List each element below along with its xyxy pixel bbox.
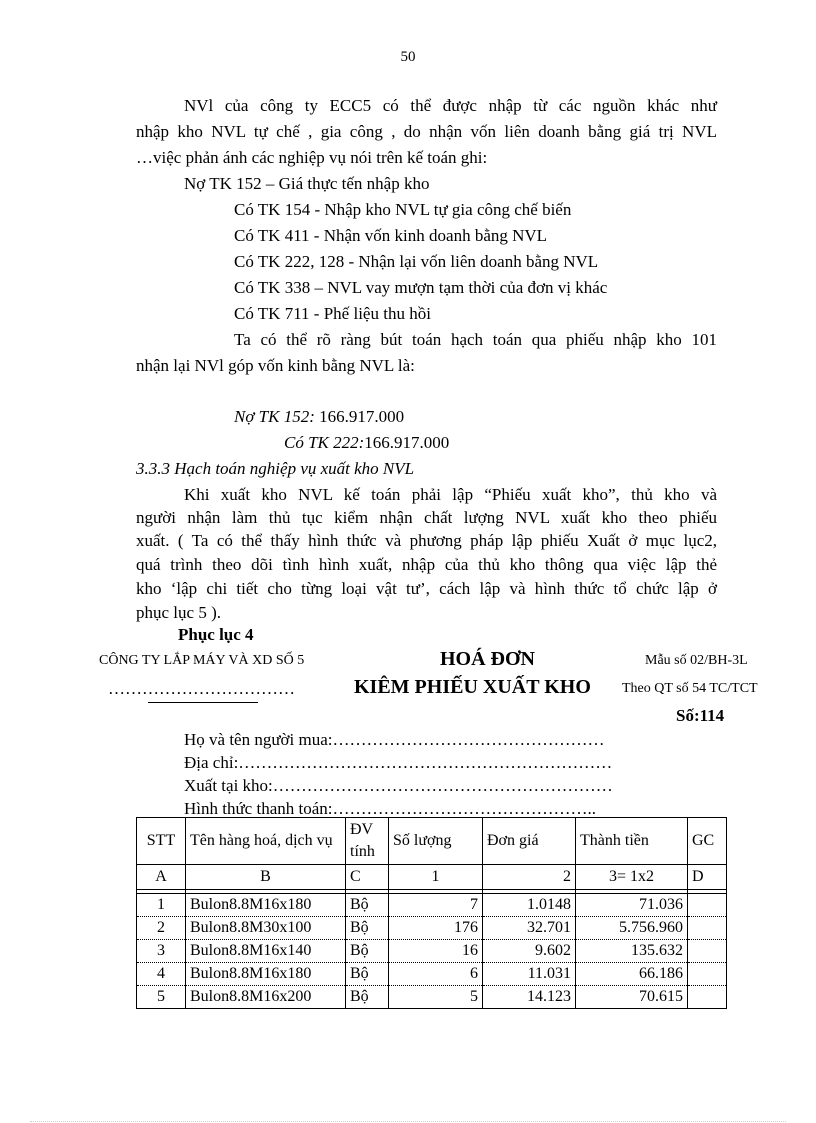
cell-unit-price: 14.123 xyxy=(483,986,576,1009)
cell-amount: 70.615 xyxy=(576,986,688,1009)
company-name: CÔNG TY LẮP MÁY VÀ XD SỐ 5 xyxy=(99,653,305,668)
invoice-number xyxy=(676,703,724,729)
letter-cell: B xyxy=(186,865,346,890)
cell-stt: 4 xyxy=(137,963,186,986)
invoice-number-label: Số: xyxy=(676,706,700,725)
cell-unit: Bộ xyxy=(346,940,389,963)
cell-quantity: 6 xyxy=(389,963,483,986)
table-row xyxy=(137,917,727,940)
entry-debit-amount: 166.917.000 xyxy=(319,407,405,426)
cell-unit: Bộ xyxy=(346,986,389,1009)
entry-credit xyxy=(284,430,449,456)
cell-stt: 2 xyxy=(137,917,186,940)
signature-rule xyxy=(148,702,258,703)
cell-item: Bulon8.8M16x180 xyxy=(186,963,346,986)
cell-quantity: 5 xyxy=(389,986,483,1009)
header-name: Tên hàng hoá, dịch vụ xyxy=(186,818,346,865)
company-dots: …………………………… xyxy=(108,679,295,698)
cell-note xyxy=(688,963,727,986)
credit-line: Có TK 154 - Nhập kho NVL tự gia công chế biến xyxy=(234,200,572,219)
header-quantity: Số lượng xyxy=(389,818,483,865)
cell-item: Bulon8.8M30x100 xyxy=(186,917,346,940)
payment-field: Hình thức thanh toán:……………………………………….. xyxy=(184,799,596,818)
cell-note xyxy=(688,940,727,963)
section-line: xuất. ( Ta có thể thấy hình thức và phương pháp lập phiếu Xuất ở mục lục2, xyxy=(136,531,717,550)
table-row xyxy=(137,894,727,917)
entry-credit-amount: 166.917.000 xyxy=(364,433,450,452)
cell-unit: Bộ xyxy=(346,894,389,917)
cell-unit-price: 32.701 xyxy=(483,917,576,940)
cell-unit-price: 1.0148 xyxy=(483,894,576,917)
cell-amount: 5.756.960 xyxy=(576,917,688,940)
credit-line: Có TK 711 - Phế liệu thu hồi xyxy=(234,304,431,323)
invoice-number-value: 114 xyxy=(699,706,725,725)
cell-note xyxy=(688,986,727,1009)
cell-unit: Bộ xyxy=(346,963,389,986)
table-header-row xyxy=(137,818,727,865)
cell-stt: 5 xyxy=(137,986,186,1009)
header-amount: Thành tiền xyxy=(576,818,688,865)
table-row xyxy=(137,986,727,1009)
entry-debit-label: Nợ TK 152: xyxy=(234,407,315,426)
cell-unit: Bộ xyxy=(346,917,389,940)
credit-line: Có TK 338 – NVL vay mượn tạm thời của đơn vị khác xyxy=(234,278,608,297)
entry-debit xyxy=(234,404,404,430)
paragraph-line: NVl của công ty ECC5 có thể được nhập từ các nguồn khác như xyxy=(184,96,717,115)
debit-line: Nợ TK 152 – Giá thực tến nhập kho xyxy=(184,174,430,193)
table-row xyxy=(137,963,727,986)
cell-amount: 71.036 xyxy=(576,894,688,917)
letter-cell: 3= 1x2 xyxy=(576,865,688,890)
cell-amount: 66.186 xyxy=(576,963,688,986)
table-letter-row xyxy=(137,865,727,890)
invoice-subtitle: KIÊM PHIẾU XUẤT KHO xyxy=(354,676,591,698)
section-heading: 3.3.3 Hạch toán nghiệp vụ xuất kho NVL xyxy=(136,459,415,478)
section-line: kho ‘lập chi tiết cho từng loại vật tư’, cách lập và hình thức tổ chức lập ở xyxy=(136,579,717,598)
cell-note xyxy=(688,917,727,940)
cell-stt: 1 xyxy=(137,894,186,917)
cell-quantity: 7 xyxy=(389,894,483,917)
page-bottom-rule xyxy=(30,1121,786,1122)
section-line: Khi xuất kho NVL kế toán phải lập “Phiếu xuất kho”, thủ kho và xyxy=(184,485,717,504)
address-field: Địa chỉ:………………………………………………………… xyxy=(184,753,613,772)
cell-item: Bulon8.8M16x200 xyxy=(186,986,346,1009)
section-line: phục lục 5 ). xyxy=(136,603,221,622)
letter-cell: A xyxy=(137,865,186,890)
table-row xyxy=(137,940,727,963)
cell-item: Bulon8.8M16x140 xyxy=(186,940,346,963)
cell-amount: 135.632 xyxy=(576,940,688,963)
credit-line: Có TK 411 - Nhận vốn kinh doanh bằng NVL xyxy=(234,226,548,245)
cell-unit-price: 11.031 xyxy=(483,963,576,986)
cell-stt: 3 xyxy=(137,940,186,963)
paragraph-line: …việc phản ánh các nghiệp vụ nói trên kế toán ghi: xyxy=(136,148,488,167)
cell-unit-price: 9.602 xyxy=(483,940,576,963)
cell-quantity: 176 xyxy=(389,917,483,940)
buyer-field: Họ và tên người mua:………………………………………… xyxy=(184,730,605,749)
paragraph-line: nhập kho NVL tự chế , gia công , do nhận vốn liên doanh bằng giá trị NVL xyxy=(136,122,717,141)
section-line: người nhận làm thủ tục kiểm nhận chất lượng NVL xuất kho theo phiếu xyxy=(136,508,717,527)
header-unit-price: Đơn giá xyxy=(483,818,576,865)
cell-quantity: 16 xyxy=(389,940,483,963)
appendix-title: Phục lục 4 xyxy=(178,625,254,644)
header-unit: ĐV tính xyxy=(346,818,389,865)
section-line: quá trình theo dõi tình hình xuất, nhập của thủ kho thông qua việc lập thẻ xyxy=(136,555,717,574)
entry-credit-label: Có TK 222: xyxy=(284,433,365,452)
regulation: Theo QT số 54 TC/TCT xyxy=(622,681,758,696)
letter-cell: 2 xyxy=(483,865,576,890)
invoice-title: HOÁ ĐƠN xyxy=(440,648,535,670)
header-note: GC xyxy=(688,818,727,865)
cell-item: Bulon8.8M16x180 xyxy=(186,894,346,917)
header-stt: STT xyxy=(137,818,186,865)
paragraph-line: Ta có thể rõ ràng bút toán hạch toán qua phiếu nhập kho 101 xyxy=(234,330,717,349)
letter-cell: 1 xyxy=(389,865,483,890)
cell-note xyxy=(688,894,727,917)
form-number: Mẫu số 02/BH-3L xyxy=(645,653,748,668)
page-number: 50 xyxy=(400,49,416,65)
warehouse-field: Xuất tại kho:…………………………………………………… xyxy=(184,776,613,795)
paragraph-line: nhận lại NVl góp vốn kinh bằng NVL là: xyxy=(136,356,415,375)
credit-line: Có TK 222, 128 - Nhận lại vốn liên doanh bằng NVL xyxy=(234,252,599,271)
invoice-table xyxy=(136,817,727,1009)
letter-cell: C xyxy=(346,865,389,890)
letter-cell: D xyxy=(688,865,727,890)
